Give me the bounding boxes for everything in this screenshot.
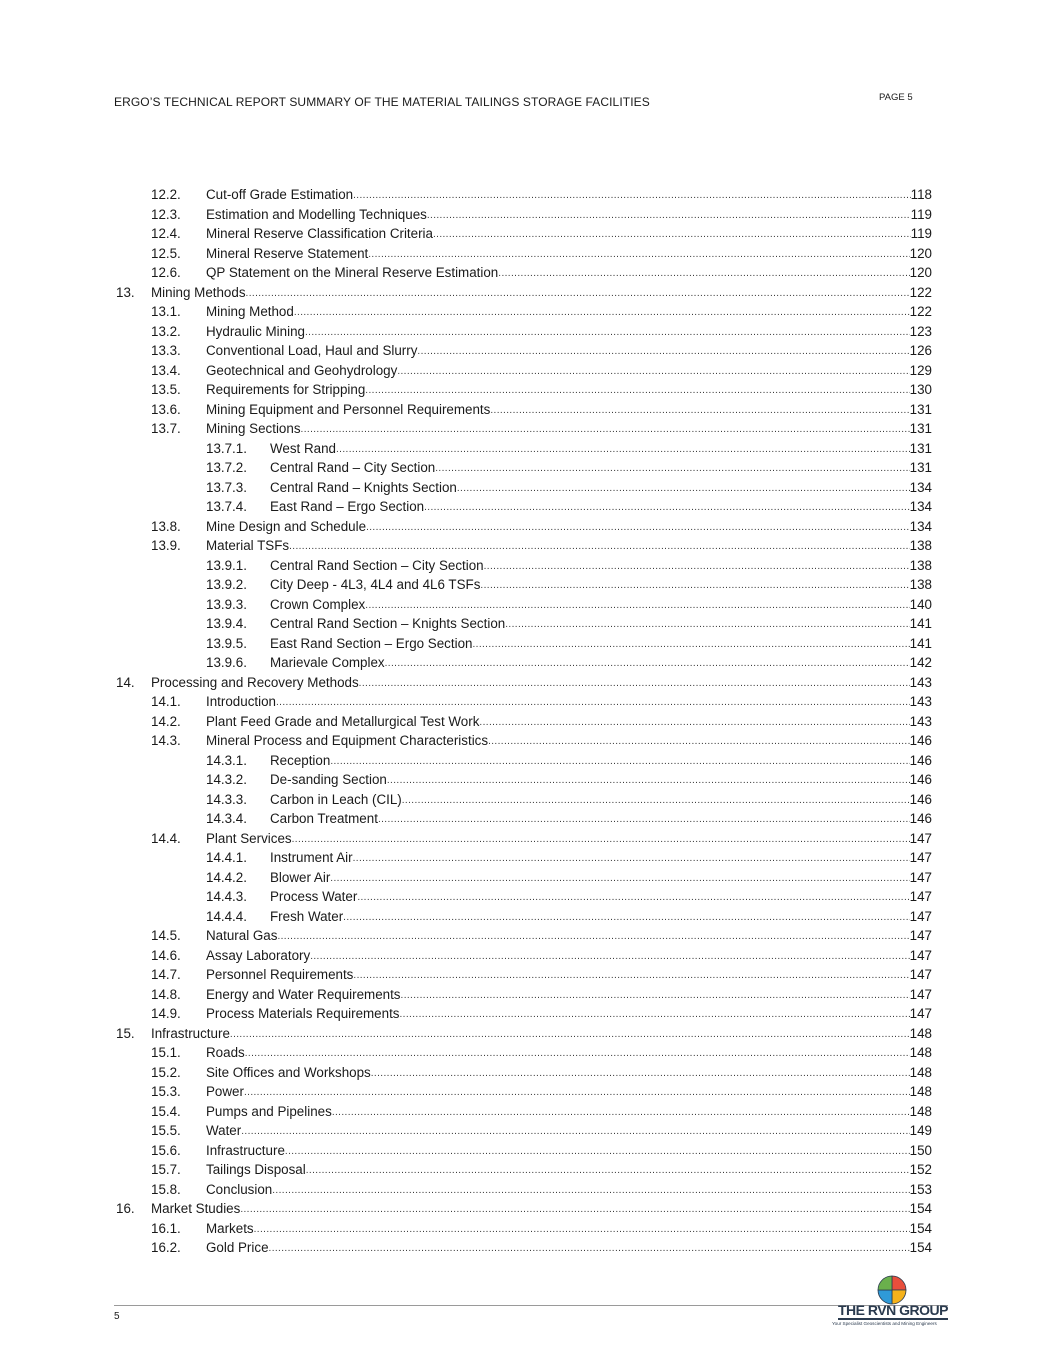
toc-entry-title: Marievale Complex [270,655,385,670]
toc-dot-leader [353,965,909,985]
toc-entry-page: 131 [909,421,932,436]
toc-entry-title: Central Rand – City Section [270,460,436,475]
toc-entry-title: Mine Design and Schedule [206,518,367,534]
toc-entry-title: Central Rand Section – Knights Section [270,616,506,631]
toc-entry-page: 147 [909,928,932,943]
logo-tagline: Your Specialist Geoscientists and Mining Engineers [832,1321,937,1326]
toc-entry-number: 14.1. [151,694,181,709]
toc-entry-number: 14.4. [151,830,181,846]
toc-entry[interactable] [151,926,932,946]
toc-dot-leader [427,205,911,225]
toc-entry-number: 13.9.6. [206,655,247,670]
toc-entry-page: 146 [909,772,932,787]
toc-entry[interactable] [151,1141,932,1161]
toc-entry[interactable] [151,712,932,732]
logo-pie-segment [892,1276,906,1290]
toc-entry[interactable] [151,946,932,966]
toc-entry[interactable] [151,185,932,205]
toc-entry-number: 15.1. [151,1045,181,1060]
toc-dot-leader [488,731,910,751]
toc-entry-title: Energy and Water Requirements [206,986,401,1002]
toc-entry-title: Cut-off Grade Estimation [206,187,354,202]
toc-entry[interactable] [206,575,932,595]
toc-dot-leader [306,1160,910,1180]
toc-entry[interactable] [151,322,932,342]
toc-entry-page: 147 [909,908,932,924]
toc-dot-leader [343,907,909,927]
toc-entry[interactable] [151,341,932,361]
toc-entry-title: West Rand [270,440,336,456]
toc-entry-title: Plant Feed Grade and Metallurgical Test Work [206,713,480,729]
toc-entry-title: Conventional Load, Haul and Slurry [206,343,418,358]
toc-dot-leader [292,829,910,849]
toc-entry-page: 126 [909,343,932,358]
toc-dot-leader [357,887,909,907]
toc-entry-number: 13.2. [151,323,181,339]
toc-entry-page: 122 [909,284,932,300]
toc-entry-page: 141 [909,635,932,651]
toc-entry[interactable] [151,361,932,381]
toc-entry[interactable] [151,400,932,420]
toc-entry-number: 14.4.2. [206,869,247,885]
toc-entry[interactable] [151,1219,932,1239]
toc-entry[interactable] [116,673,932,693]
toc-entry-title: Instrument Air [270,850,353,865]
toc-entry-number: 13.4. [151,362,181,378]
toc-entry-page: 153 [909,1181,932,1197]
toc-entry[interactable] [206,634,932,654]
toc-entry-number: 13.5. [151,382,181,397]
toc-entry[interactable] [151,1043,932,1063]
toc-entry-number: 13.9.4. [206,616,247,631]
toc-entry-page: 148 [909,1084,932,1099]
toc-entry-number: 13.7. [151,421,181,436]
toc-entry[interactable] [206,907,932,927]
toc-entry-page: 140 [909,596,932,612]
toc-dot-leader [244,1082,910,1102]
toc-dot-leader [385,653,910,673]
toc-entry[interactable] [151,965,932,985]
toc-dot-leader [472,634,909,654]
toc-entry-page: 147 [909,1006,932,1021]
toc-entry-page: 138 [909,538,932,553]
toc-entry[interactable] [151,1004,932,1024]
toc-dot-leader [230,1024,910,1044]
toc-entry-page: 147 [909,830,932,846]
toc-entry-page: 143 [909,694,932,709]
toc-entry-number: 13.7.3. [206,479,247,495]
toc-entry-page: 152 [909,1162,932,1177]
toc-dot-leader [240,1199,909,1219]
logo-pie-segment [878,1276,892,1290]
toc-dot-leader [336,439,910,459]
toc-dot-leader [498,263,909,283]
toc-entry-title: Roads [206,1045,245,1060]
toc-entry[interactable] [151,692,932,712]
toc-entry[interactable] [206,595,932,615]
toc-entry-number: 14.5. [151,928,181,943]
toc-entry[interactable] [151,536,932,556]
toc-entry-page: 149 [909,1123,932,1138]
toc-dot-leader [424,497,910,517]
toc-entry-number: 16. [116,1201,135,1216]
toc-entry-page: 143 [909,674,932,690]
toc-entry-page: 147 [909,947,932,963]
toc-dot-leader [245,1043,910,1063]
toc-entry[interactable] [206,478,932,498]
toc-entry-title: Assay Laboratory [206,947,311,963]
toc-entry-page: 120 [909,265,932,280]
toc-entry-title: Personnel Requirements [206,967,354,982]
toc-dot-leader [332,1102,910,1122]
toc-entry-number: 14.3.2. [206,772,247,787]
toc-entry-page: 138 [909,557,932,573]
toc-entry-number: 15. [116,1025,135,1041]
toc-entry-page: 119 [910,226,932,241]
toc-entry-page: 118 [910,187,932,202]
toc-entry-number: 13.7.2. [206,460,247,475]
toc-entry-title: De-sanding Section [270,772,387,787]
toc-entry-title: Process Materials Requirements [206,1006,400,1021]
toc-entry-page: 154 [909,1220,932,1236]
toc-dot-leader [371,1063,910,1083]
toc-entry-number: 14.3.3. [206,791,247,807]
toc-entry-page: 129 [909,362,932,378]
toc-entry-page: 134 [909,499,932,514]
toc-entry[interactable] [151,1063,932,1083]
toc-entry-number: 15.3. [151,1084,181,1099]
toc-dot-leader [330,868,909,888]
toc-entry-page: 138 [909,577,932,592]
toc-entry-number: 14.4.1. [206,850,247,865]
toc-dot-leader [277,926,909,946]
toc-dot-leader [433,224,911,244]
toc-entry-title: Process Water [270,889,358,904]
toc-entry-number: 14.2. [151,713,181,729]
toc-entry[interactable] [206,868,932,888]
header-page-label: PAGE 5 [879,92,913,103]
toc-entry[interactable] [151,263,932,283]
toc-dot-leader [366,517,910,537]
toc-entry-number: 13.9.3. [206,596,247,612]
toc-entry-page: 147 [909,889,932,904]
toc-entry-page: 131 [909,401,932,417]
toc-entry-title: Power [206,1084,244,1099]
toc-entry-title: City Deep - 4L3, 4L4 and 4L6 TSFs [270,577,481,592]
toc-entry-number: 15.2. [151,1064,181,1080]
toc-entry-page: 131 [909,440,932,456]
toc-dot-leader [402,790,910,810]
toc-entry-title: Material TSFs [206,538,290,553]
toc-entry-page: 147 [909,850,932,865]
toc-dot-leader [305,322,910,342]
toc-dot-leader [480,575,909,595]
toc-entry-page: 146 [909,733,932,748]
toc-entry-title: Geotechnical and Geohydrology [206,362,398,378]
logo-pie-icon [877,1275,907,1305]
toc-entry[interactable] [151,419,932,439]
toc-entry-page: 130 [909,382,932,397]
toc-entry[interactable] [116,1024,932,1044]
toc-entry-number: 14.4.3. [206,889,247,904]
toc-entry-page: 150 [909,1142,932,1158]
toc-dot-leader [484,556,910,576]
toc-entry-page: 141 [909,616,932,631]
toc-entry[interactable] [151,244,932,264]
toc-entry-number: 14.6. [151,947,181,963]
toc-dot-leader [330,751,909,771]
toc-dot-leader [368,244,909,264]
toc-entry[interactable] [116,283,932,303]
footer-page-number: 5 [114,1311,120,1322]
toc-entry-title: Central Rand Section – City Section [270,557,484,573]
toc-entry[interactable] [151,1238,932,1258]
logo-name: THE RVN GROUP [838,1302,948,1318]
toc-entry-title: Site Offices and Workshops [206,1064,371,1080]
toc-entry-number: 13.7.1. [206,440,247,456]
toc-dot-leader [276,692,910,712]
toc-entry-page: 119 [910,206,932,222]
toc-dot-leader [353,848,910,868]
toc-entry-number: 14.3.1. [206,752,247,768]
toc-entry-page: 148 [909,1025,932,1041]
toc-entry[interactable] [206,614,932,634]
toc-entry-page: 142 [909,655,932,670]
toc-entry[interactable] [151,731,932,751]
toc-entry-number: 13.1. [151,304,181,319]
toc-dot-leader [294,302,910,322]
toc-dot-leader [401,985,910,1005]
toc-entry-title: Estimation and Modelling Techniques [206,206,427,222]
toc-entry[interactable] [151,1121,932,1141]
toc-dot-leader [310,946,909,966]
toc-dot-leader [289,536,910,556]
toc-entry[interactable] [206,751,932,771]
toc-entry-page: 146 [909,752,932,768]
toc-entry-title: Central Rand – Knights Section [270,479,457,495]
toc-dot-leader [353,185,911,205]
toc-entry-title: Introduction [206,694,276,709]
rvn-group-logo [830,1275,955,1330]
toc-entry-title: Mineral Reserve Statement [206,245,369,261]
toc-entry[interactable] [151,1160,932,1180]
toc-entry-title: Water [206,1123,242,1138]
toc-entry-number: 13.9.5. [206,635,247,651]
toc-entry-page: 154 [909,1201,932,1216]
toc-dot-leader [505,614,909,634]
toc-entry[interactable] [206,556,932,576]
toc-entry[interactable] [206,439,932,459]
toc-dot-leader [365,380,909,400]
toc-entry-title: Markets [206,1220,254,1236]
toc-entry-number: 14.3. [151,733,181,748]
toc-entry-title: Requirements for Stripping [206,382,366,397]
toc-entry-number: 16.1. [151,1220,181,1236]
toc-dot-leader [490,400,909,420]
toc-entry-number: 12.3. [151,206,181,222]
toc-dot-leader [285,1141,910,1161]
toc-entry-page: 146 [909,811,932,826]
toc-entry-number: 16.2. [151,1240,181,1255]
toc-entry[interactable] [151,302,932,322]
toc-entry-number: 13.9. [151,538,181,553]
toc-entry-title: Tailings Disposal [206,1162,306,1177]
toc-entry-title: Infrastructure [206,1142,285,1158]
toc-entry-title: QP Statement on the Mineral Reserve Estimation [206,265,499,280]
toc-entry-title: Mineral Process and Equipment Characteristics [206,733,489,748]
toc-entry-page: 148 [909,1045,932,1060]
toc-entry-number: 13.9.2. [206,577,247,592]
toc-entry-number: 12.2. [151,187,181,202]
toc-entry[interactable] [151,985,932,1005]
toc-entry-title: Mineral Reserve Classification Criteria [206,226,433,241]
toc-dot-leader [359,673,910,693]
toc-entry-page: 147 [909,869,932,885]
toc-entry[interactable] [151,1102,932,1122]
toc-entry-title: Pumps and Pipelines [206,1103,332,1119]
toc-dot-leader [254,1219,910,1239]
toc-entry-title: Mining Sections [206,421,301,436]
toc-dot-leader [387,770,910,790]
toc-entry-title: Crown Complex [270,596,366,612]
toc-entry-number: 13.7.4. [206,499,247,514]
toc-dot-leader [378,809,910,829]
toc-entry-page: 148 [909,1064,932,1080]
toc-entry-title: Plant Services [206,830,292,846]
toc-dot-leader [301,419,910,439]
toc-entry[interactable] [206,497,932,517]
toc-dot-leader [435,458,909,478]
toc-entry[interactable] [151,829,932,849]
toc-entry-title: Mining Method [206,304,294,319]
toc-entry-title: Carbon in Leach (CIL) [270,791,402,807]
toc-entry[interactable] [206,887,932,907]
toc-entry-number: 12.5. [151,245,181,261]
toc-entry[interactable] [116,1199,932,1219]
toc-dot-leader [400,1004,910,1024]
toc-entry-page: 123 [909,323,932,339]
toc-entry-number: 14.3.4. [206,811,247,826]
toc-dot-leader [246,283,910,303]
toc-entry-number: 12.6. [151,265,181,280]
footer-divider [114,1305,948,1306]
toc-entry-page: 147 [909,967,932,982]
toc-entry-page: 146 [909,791,932,807]
toc-entry-number: 14. [116,674,135,690]
toc-entry-number: 13.3. [151,343,181,358]
toc-dot-leader [457,478,910,498]
toc-entry[interactable] [206,653,932,673]
toc-entry-page: 134 [909,518,932,534]
toc-entry[interactable] [206,848,932,868]
toc-entry-number: 14.9. [151,1006,181,1021]
toc-dot-leader [417,341,909,361]
toc-entry-page: 143 [909,713,932,729]
toc-dot-leader [241,1121,909,1141]
toc-entry-title: Carbon Treatment [270,811,378,826]
toc-entry-number: 13.8. [151,518,181,534]
toc-entry-title: Blower Air [270,869,331,885]
toc-entry[interactable] [206,458,932,478]
toc-dot-leader [397,361,909,381]
toc-entry[interactable] [151,224,932,244]
toc-entry[interactable] [206,770,932,790]
toc-entry-title: Infrastructure [151,1025,230,1041]
toc-entry[interactable] [151,1180,932,1200]
toc-entry[interactable] [151,517,932,537]
toc-entry-title: Reception [270,752,331,768]
toc-entry-number: 14.8. [151,986,181,1002]
toc-dot-leader [272,1180,909,1200]
toc-entry-title: Natural Gas [206,928,278,943]
toc-entry-number: 15.4. [151,1103,181,1119]
toc-entry-number: 15.5. [151,1123,181,1138]
toc-entry-page: 131 [909,460,932,475]
report-header-title: ERGO’S TECHNICAL REPORT SUMMARY OF THE MATERIAL TAILINGS STORAGE FACILITIES [114,95,650,109]
toc-entry-number: 15.8. [151,1181,181,1197]
toc-entry-number: 14.7. [151,967,181,982]
toc-entry-number: 13.9.1. [206,557,247,573]
toc-entry[interactable] [151,1082,932,1102]
toc-dot-leader [269,1238,910,1258]
toc-entry[interactable] [151,205,932,225]
toc-entry-number: 12.4. [151,226,181,241]
toc-entry-title: Hydraulic Mining [206,323,305,339]
toc-entry[interactable] [206,790,932,810]
toc-entry-title: Mining Equipment and Personnel Requirements [206,401,491,417]
toc-entry-title: East Rand – Ergo Section [270,499,425,514]
toc-entry-title: Conclusion [206,1181,273,1197]
toc-entry-page: 120 [909,245,932,261]
toc-entry-number: 15.6. [151,1142,181,1158]
toc-entry[interactable] [206,809,932,829]
toc-entry-page: 147 [909,986,932,1002]
toc-entry-number: 13. [116,284,135,300]
toc-entry-title: Gold Price [206,1240,269,1255]
toc-dot-leader [365,595,909,615]
toc-entry-number: 15.7. [151,1162,181,1177]
toc-entry-title: Processing and Recovery Methods [151,674,359,690]
toc-entry-number: 14.4.4. [206,908,247,924]
toc-entry-page: 148 [909,1103,932,1119]
toc-entry[interactable] [151,380,932,400]
toc-entry-page: 134 [909,479,932,495]
toc-entry-title: Fresh Water [270,908,344,924]
toc-dot-leader [479,712,909,732]
toc-entry-title: East Rand Section – Ergo Section [270,635,473,651]
toc-entry-title: Mining Methods [151,284,246,300]
toc-entry-page: 154 [909,1240,932,1255]
toc-entry-page: 122 [909,304,932,319]
toc-entry-number: 13.6. [151,401,181,417]
toc-entry-title: Market Studies [151,1201,241,1216]
